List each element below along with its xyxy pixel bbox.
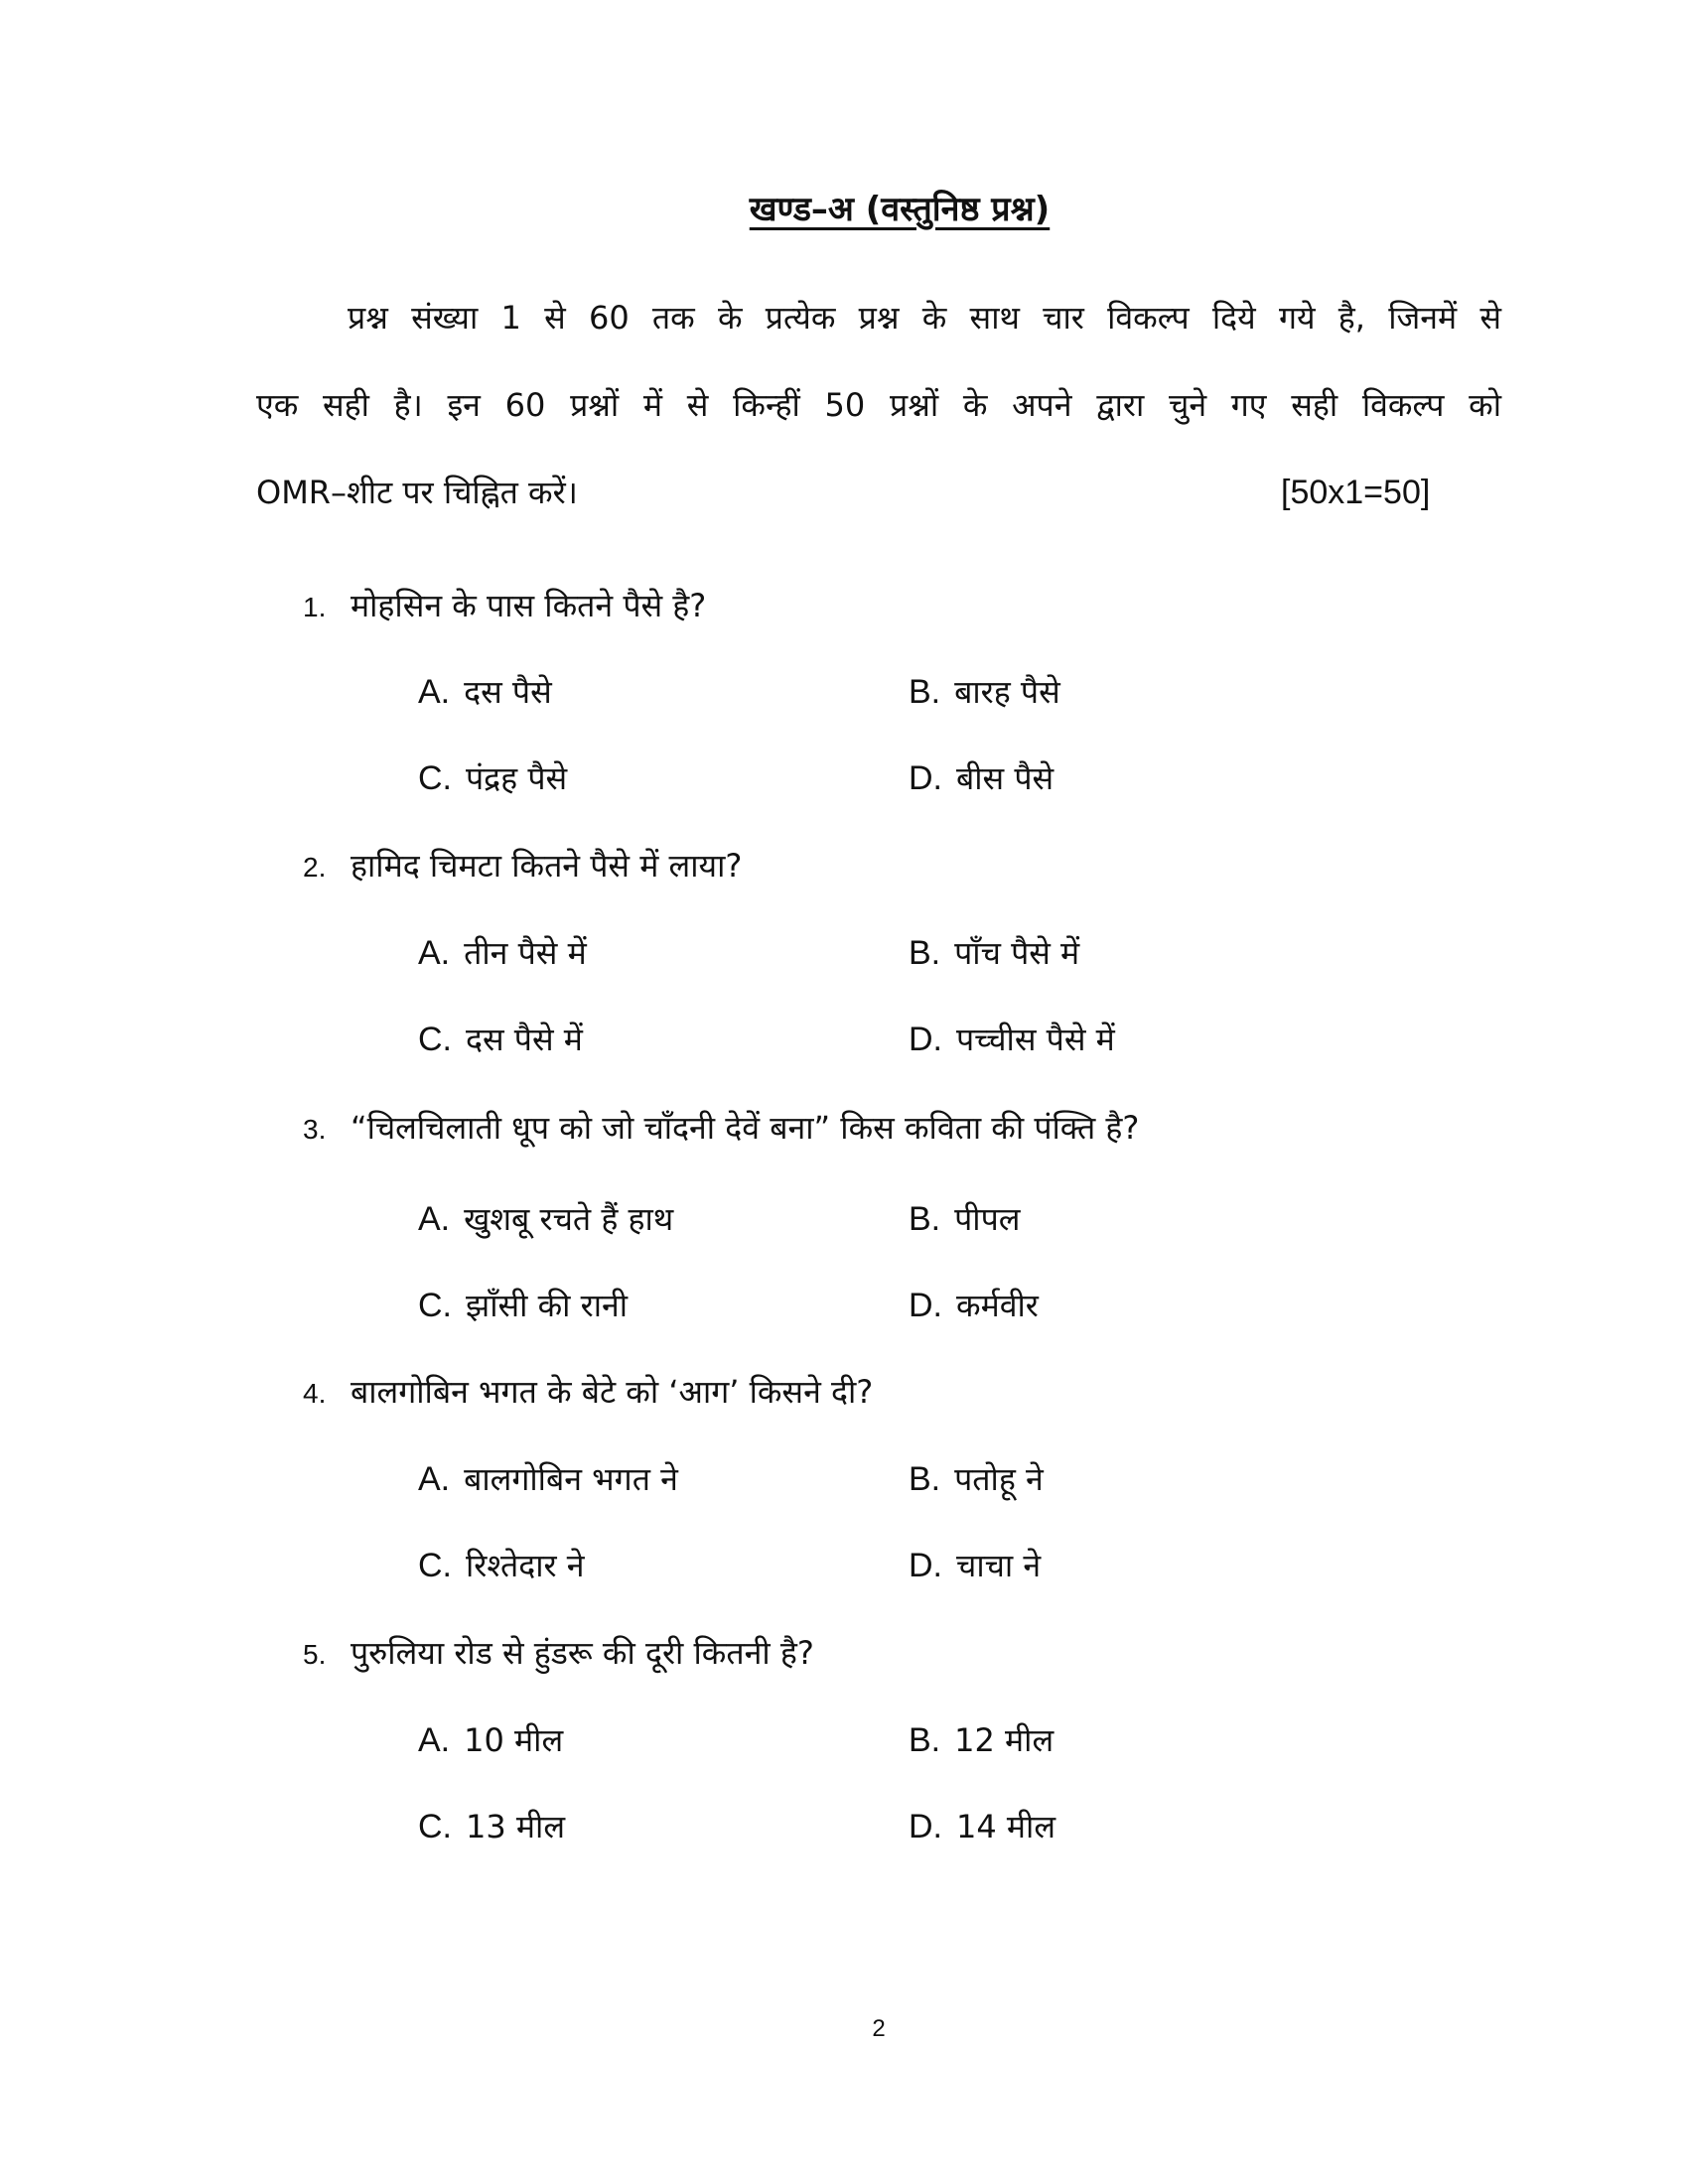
question-number: 2. bbox=[303, 852, 327, 883]
question-1-option-d bbox=[909, 758, 1054, 798]
option-letter: B. bbox=[909, 1460, 941, 1498]
question-2-option-d bbox=[909, 1020, 1115, 1059]
question-4-option-d bbox=[909, 1546, 1041, 1585]
option-text: दस पैसे में bbox=[466, 1021, 583, 1058]
question-2-option-a bbox=[418, 933, 587, 973]
option-letter: C. bbox=[418, 1808, 452, 1845]
option-letter: B. bbox=[909, 673, 941, 711]
question-2-option-c bbox=[418, 1020, 583, 1059]
instructions-line-1: प्रश्न संख्या 1 से 60 तक के प्रत्येक प्रश्न के साथ चार विकल्प दिये गये है, जिनमें से bbox=[348, 299, 1501, 337]
option-text: पच्चीस पैसे में bbox=[956, 1021, 1115, 1058]
option-text: खुशबू रचते हैं हाथ bbox=[464, 1200, 674, 1238]
question-4-option-c bbox=[418, 1546, 585, 1585]
question-text: “चिलचिलाती धूप को जो चाँदनी देवें बना” किस कविता की पंक्ति है? bbox=[351, 1109, 1140, 1147]
option-letter: C. bbox=[418, 759, 452, 797]
option-text: झाँसी की रानी bbox=[466, 1287, 629, 1324]
question-number: 1. bbox=[303, 592, 327, 622]
option-letter: A. bbox=[418, 1721, 451, 1759]
option-text: दस पैसे bbox=[464, 673, 552, 711]
question-1-option-b bbox=[909, 672, 1060, 712]
question-3 bbox=[303, 1108, 1139, 1150]
question-number: 4. bbox=[303, 1378, 327, 1409]
option-text: बालगोबिन भगत ने bbox=[464, 1460, 678, 1498]
option-letter: D. bbox=[909, 1547, 942, 1584]
option-text: कर्मवीर bbox=[956, 1287, 1039, 1324]
question-text: बालगोबिन भगत के बेटे को ‘आग’ किसने दी? bbox=[351, 1373, 874, 1411]
option-letter: D. bbox=[909, 1287, 942, 1324]
option-text: 10 मील bbox=[464, 1721, 564, 1759]
instructions-line-3: OMR–शीट पर चिह्नित करें। bbox=[256, 474, 578, 511]
option-letter: B. bbox=[909, 1721, 941, 1759]
option-text: बारह पैसे bbox=[954, 673, 1060, 711]
option-letter: C. bbox=[418, 1547, 452, 1584]
question-2-option-b bbox=[909, 933, 1079, 973]
option-text: 13 मील bbox=[466, 1808, 566, 1845]
option-text: चाचा ने bbox=[956, 1547, 1042, 1584]
section-title: खण्ड–अ (वस्तुनिष्ठ प्रश्न) bbox=[749, 190, 1051, 229]
question-3-option-c bbox=[418, 1286, 628, 1325]
option-letter: D. bbox=[909, 1808, 942, 1845]
option-text: तीन पैसे में bbox=[464, 934, 587, 972]
question-text: मोहसिन के पास कितने पैसे है? bbox=[351, 587, 707, 624]
question-2 bbox=[303, 846, 742, 887]
option-letter: D. bbox=[909, 1021, 942, 1058]
question-number: 3. bbox=[303, 1114, 327, 1145]
option-text: 14 मील bbox=[956, 1808, 1056, 1845]
page-number: 2 bbox=[872, 2015, 886, 2042]
option-letter: A. bbox=[418, 1460, 451, 1498]
question-text: हामिद चिमटा कितने पैसे में लाया? bbox=[351, 847, 743, 885]
option-letter: D. bbox=[909, 759, 942, 797]
option-letter: A. bbox=[418, 673, 451, 711]
option-text: पंद्रह पैसे bbox=[466, 759, 568, 797]
option-letter: A. bbox=[418, 1200, 451, 1238]
marks-allocation: [50x1=50] bbox=[1281, 474, 1431, 511]
option-letter: B. bbox=[909, 934, 941, 972]
option-text: रिश्तेदार ने bbox=[466, 1547, 585, 1584]
option-letter: A. bbox=[418, 934, 451, 972]
question-number: 5. bbox=[303, 1639, 327, 1670]
instructions-line-2: एक सही है। इन 60 प्रश्नों में से किन्हीं 50 प्रश्नों के अपने द्वारा चुने गए सही विकल्प को bbox=[256, 386, 1501, 424]
option-text: पीपल bbox=[954, 1200, 1021, 1238]
option-letter: C. bbox=[418, 1021, 452, 1058]
question-5 bbox=[303, 1633, 814, 1675]
option-text: बीस पैसे bbox=[956, 759, 1055, 797]
question-4 bbox=[303, 1372, 873, 1414]
question-3-option-b bbox=[909, 1199, 1020, 1239]
option-text: 12 मील bbox=[954, 1721, 1055, 1759]
question-text: पुरुलिया रोड से हुंडरू की दूरी कितनी है? bbox=[351, 1634, 814, 1672]
option-letter: C. bbox=[418, 1287, 452, 1324]
question-1-option-c bbox=[418, 758, 567, 798]
question-4-option-b bbox=[909, 1459, 1044, 1499]
option-letter: B. bbox=[909, 1200, 941, 1238]
question-5-option-b bbox=[909, 1720, 1054, 1760]
question-1-option-a bbox=[418, 672, 552, 712]
question-5-option-d bbox=[909, 1807, 1055, 1846]
question-4-option-a bbox=[418, 1459, 678, 1499]
question-3-option-a bbox=[418, 1199, 673, 1239]
question-3-option-d bbox=[909, 1286, 1039, 1325]
option-text: पाँच पैसे में bbox=[954, 934, 1080, 972]
question-5-option-c bbox=[418, 1807, 565, 1846]
question-5-option-a bbox=[418, 1720, 563, 1760]
option-text: पतोहू ने bbox=[954, 1460, 1044, 1498]
question-1 bbox=[303, 586, 706, 627]
